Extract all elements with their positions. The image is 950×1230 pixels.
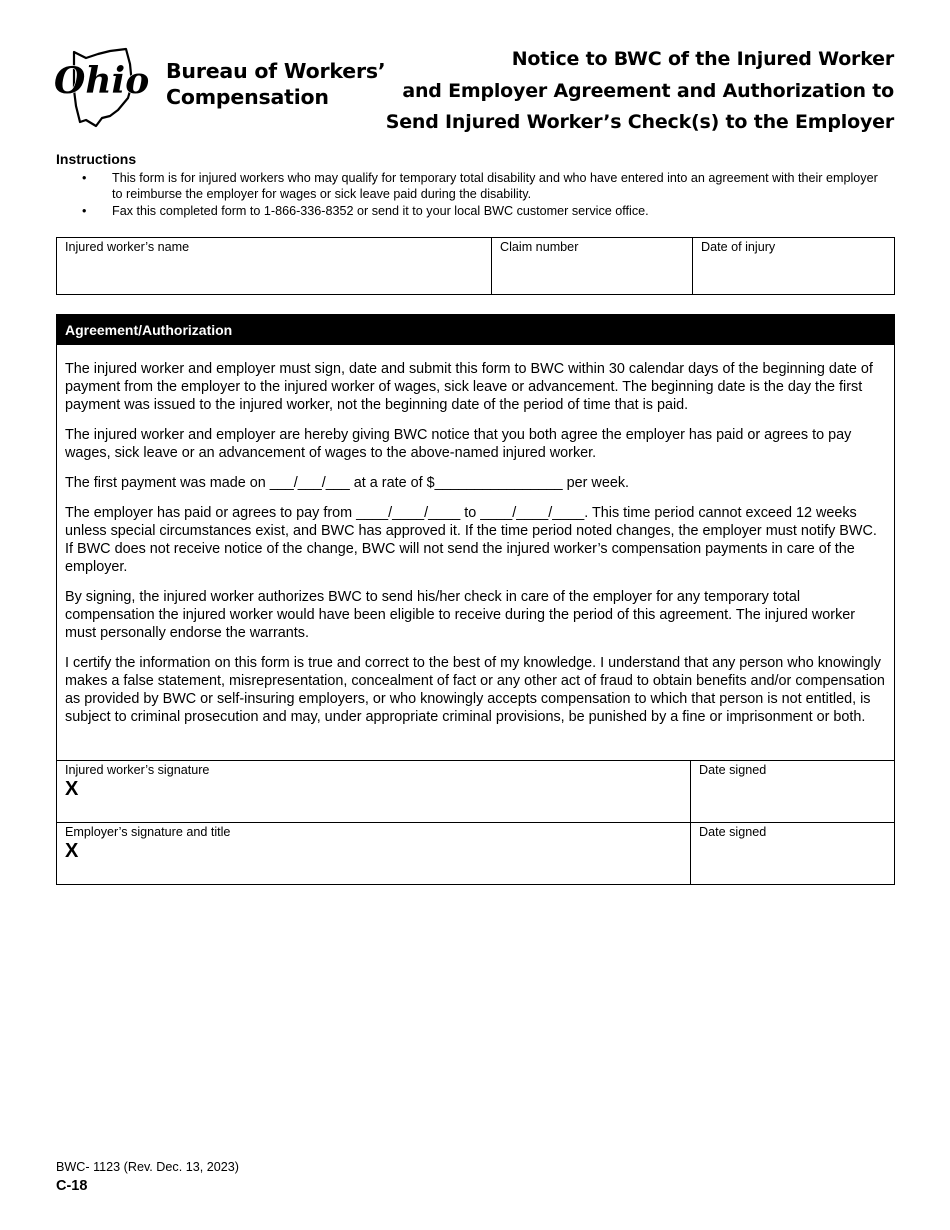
agreement-heading: Agreement/Authorization <box>57 315 894 345</box>
worker-signature-label: Injured worker’s signature <box>65 763 210 777</box>
ohio-script-logo: Ohio <box>54 60 150 102</box>
first-payment-line: The first payment was made on ___/___/___ at a rate of $________________ per week. <box>65 475 630 491</box>
worker-info-table <box>56 237 895 295</box>
worker-signature-field[interactable] <box>57 761 691 822</box>
worker-date-signed-field[interactable] <box>691 761 894 822</box>
certification-paragraph: I certify the information on this form is true and correct to the best of my knowledge. I understand that any person who knowingly makes a false statement, misrepresentation, concealment of fact or any other act of fraud to obtain benefits and/or compensation as provided by BWC or self-insuring employers, or who knowingly accepts compensation to which that person is not entitled, is subject to criminal prosecution and may, under appropriate criminal provisions, be punished by a fine or imprisonment or both. <box>65 655 885 725</box>
employer-date-signed-field[interactable] <box>691 823 894 884</box>
worker-name-field[interactable] <box>57 238 492 294</box>
form-revision: BWC- 1123 (Rev. Dec. 13, 2023) <box>56 1160 239 1174</box>
employer-signature-label: Employer’s signature and title <box>65 825 231 839</box>
date-of-injury-label: Date of injury <box>701 240 776 254</box>
agency-name: Bureau of Workers’ Compensation <box>166 59 386 109</box>
agreement-paragraph: The injured worker and employer must sign, date and submit this form to BWC within 30 calendar days of the beginning date of payment from the employer to the injured worker of wages, sick leave or advancement. The beginning date is the day the first payment was issued to the injured worker, not the beginning date of the period of time that is paid. <box>65 361 873 413</box>
bullet-icon: • <box>82 204 87 218</box>
worker-name-label: Injured worker’s name <box>65 240 190 254</box>
bullet-icon: • <box>82 171 87 185</box>
form-title: Notice to BWC of the Injured Worker and Employer Agreement and Authorization to Send Injured Worker’s Check(s) to the Employer <box>385 48 894 133</box>
agreement-paragraph: By signing, the injured worker authorizes BWC to send his/her check in care of the employer for any temporary total compensation the injured worker would have been eligible to receive during the period of this agreement. The injured worker must personally endorse the warrants. <box>65 589 856 641</box>
signature-x-mark: X <box>65 778 79 800</box>
agency-logo <box>52 46 392 130</box>
agreement-paragraph: The injured worker and employer are hereby giving BWC notice that you both agree the employer has paid or agrees to pay wages, sick leave or an advancement of wages to the above-named injured worker. <box>65 427 852 461</box>
worker-signature-row <box>57 760 894 822</box>
payment-period-paragraph: The employer has paid or agrees to pay from ____/____/____ to ____/____/____. This time period cannot exceed 12 weeks unless special circumstances exist, and BWC has approved it. If the time period noted changes, the employer must notify BWC. If BWC does not receive notice of the change, BWC will not send the injured worker’s compensation payments in care of the employer. <box>65 505 877 575</box>
instructions-heading: Instructions <box>56 151 137 167</box>
agreement-section <box>56 314 895 885</box>
instructions-list <box>56 170 891 220</box>
employer-signature-field[interactable] <box>57 823 691 884</box>
date-of-injury-field[interactable] <box>693 238 894 294</box>
ohio-state-outline-icon <box>52 46 152 128</box>
claim-number-field[interactable] <box>492 238 693 294</box>
list-item: • Fax this completed form to 1-866-336-8352 or send it to your local BWC customer service office. <box>82 204 649 218</box>
form-code: C-18 <box>56 1178 88 1194</box>
signature-x-mark: X <box>65 840 79 862</box>
list-item: • This form is for injured workers who may qualify for temporary total disability and who have entered into an agreement with their employer to reimburse the employer for wages or sick leave paid during the disability. <box>82 171 878 201</box>
date-signed-label: Date signed <box>699 825 767 839</box>
agreement-text <box>57 345 894 726</box>
date-signed-label: Date signed <box>699 763 767 777</box>
claim-number-label: Claim number <box>500 240 579 254</box>
employer-signature-row <box>57 822 894 884</box>
